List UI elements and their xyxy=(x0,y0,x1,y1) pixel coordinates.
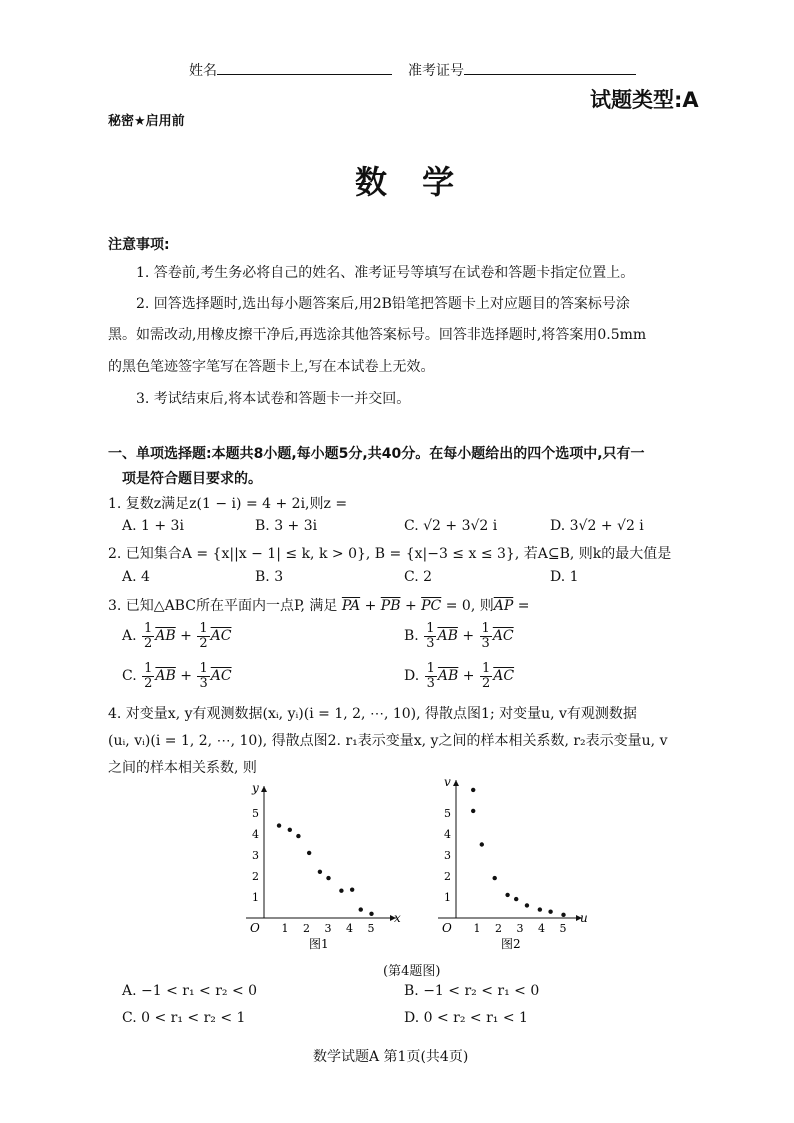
question-3-stem: 3. 已知△ABC所在平面内一点P, 满足 $\overline{PA} + \overline{PB} + \overline{PC} = 0$, 则$\overline{AP}$ = xyxy=(108,598,530,614)
question-1-stem: 1. 复数z满足z(1 − i) = 4 + 2i,则z = xyxy=(108,496,348,512)
note-item: 3. 考试结束后,将本试卷和答题卡一并交回。 xyxy=(136,391,411,407)
question-2-stem: 2. 已知集合A = {x||x − 1| ≤ k, k > 0}, B = {x|−3 ≤ x ≤ 3}, 若A⊆B, 则k的最大值是 xyxy=(108,546,672,562)
paper-type: 试题类型:A xyxy=(590,88,699,112)
q2-option-d[interactable]: D. 1 xyxy=(550,569,579,585)
q3-option-c[interactable]: C. $\frac{1}{2}$ $\overline{AB}$ + $\frac{1}{3}$ $\overline{AC}$ xyxy=(122,661,232,691)
question-4-stem-cont: 之间的样本相关系数, 则 xyxy=(108,760,257,776)
x-tick-label: 4 xyxy=(346,922,353,935)
data-point xyxy=(514,897,518,901)
q4-option-c[interactable]: C. 0 < r₁ < r₂ < 1 xyxy=(122,1010,246,1026)
note-item: 的黑色笔迹签字笔写在答题卡上,写在本试卷上无效。 xyxy=(108,359,435,375)
y-tick-label: 4 xyxy=(444,828,451,841)
y-tick-label: 1 xyxy=(444,891,451,904)
y-axis-arrow xyxy=(453,780,459,786)
figure-caption: (第4题图) xyxy=(383,964,441,979)
section-heading: 一、单项选择题:本题共8小题,每小题5分,共40分。在每小题给出的四个选项中,只有一 xyxy=(108,446,645,462)
scatter-plot-2 xyxy=(428,776,598,960)
data-point xyxy=(505,893,509,897)
note-item: 2. 回答选择题时,选出每小题答案后,用2B铅笔把答题卡上对应题目的答案标号涂 xyxy=(136,296,630,312)
q4-option-d[interactable]: D. 0 < r₂ < r₁ < 1 xyxy=(404,1010,528,1026)
data-point xyxy=(525,903,529,907)
sqrt-symbol: √ xyxy=(423,518,433,534)
x-tick-label: 2 xyxy=(303,922,310,935)
q3-option-a[interactable]: A. $\frac{1}{2}$ $\overline{AB}$ + $\frac{1}{2}$ $\overline{AC}$ xyxy=(122,621,232,651)
y-axis-label: v xyxy=(444,776,451,789)
sqrt-symbol: √ xyxy=(470,518,480,534)
exam-id-blank[interactable] xyxy=(464,60,636,75)
y-tick-label: 3 xyxy=(252,849,259,862)
question-4-stem: 4. 对变量x, y有观测数据(xᵢ, yᵢ)(i = 1, 2, ⋯, 10), 得散点图1; 对变量u, v有观测数据 xyxy=(108,706,637,722)
y-tick-label: 4 xyxy=(252,828,259,841)
x-tick-label: 3 xyxy=(324,922,332,935)
q1-option-b[interactable]: B. 3 + 3i xyxy=(255,518,318,534)
data-point xyxy=(538,907,542,911)
scatter-plot-1 xyxy=(240,780,410,960)
origin-label: O xyxy=(442,921,452,935)
data-point xyxy=(318,870,322,874)
exam-id-field[interactable] xyxy=(408,60,636,80)
section-heading-cont: 项是符合题目要求的。 xyxy=(122,471,262,487)
data-point xyxy=(339,889,343,893)
fraction: $\frac{1}{3}$ xyxy=(426,621,435,651)
q4-option-a[interactable]: A. −1 < r₁ < r₂ < 0 xyxy=(122,983,258,999)
x-tick-label: 4 xyxy=(538,922,545,935)
data-point xyxy=(561,913,565,917)
fraction: $\frac{1}{3}$ xyxy=(199,661,208,691)
sqrt-symbol: √ xyxy=(578,518,588,534)
data-point xyxy=(359,907,363,911)
y-tick-label: 5 xyxy=(252,807,259,820)
q2-option-c[interactable]: C. 2 xyxy=(404,569,433,585)
figure-title: 图2 xyxy=(501,937,521,951)
q2-option-b[interactable]: B. 3 xyxy=(255,569,284,585)
y-tick-label: 5 xyxy=(444,807,451,820)
x-tick-label: 1 xyxy=(281,922,289,935)
origin-label: O xyxy=(250,921,260,935)
q1-option-a[interactable]: A. 1 + 3i xyxy=(122,518,184,534)
y-tick-label: 2 xyxy=(444,870,451,883)
q2-option-a[interactable]: A. 4 xyxy=(122,569,150,585)
notes-heading: 注意事项: xyxy=(108,237,170,253)
q1-option-c[interactable]: C. √2 + 3√2 i xyxy=(404,518,498,534)
note-item: 黑。如需改动,用橡皮擦干净后,再选涂其他答案标号。回答非选择题时,将答案用0.5mm xyxy=(108,327,647,343)
x-tick-label: 5 xyxy=(559,922,567,935)
data-point xyxy=(471,788,475,792)
question-4-stem-cont: (uᵢ, vᵢ)(i = 1, 2, ⋯, 10), 得散点图2. r₁表示变量x, y之间的样本相关系数, r₂表示变量u, v xyxy=(108,733,668,749)
data-point xyxy=(369,912,373,916)
x-tick-label: 3 xyxy=(516,922,524,935)
x-axis-label: u xyxy=(580,911,588,925)
fraction: $\frac{1}{2}$ xyxy=(481,661,491,691)
data-point xyxy=(277,823,281,827)
data-point xyxy=(493,876,497,880)
data-point xyxy=(548,910,552,914)
figure-title: 图1 xyxy=(309,937,329,951)
x-tick-label: 1 xyxy=(473,922,481,935)
x-axis-label: x xyxy=(394,911,401,925)
data-point xyxy=(480,842,484,846)
data-point xyxy=(307,851,311,855)
data-point xyxy=(288,828,292,832)
fraction: $\frac{1}{2}$ xyxy=(144,661,153,691)
fraction: $\frac{1}{3}$ xyxy=(481,621,490,651)
fraction: $\frac{1}{3}$ xyxy=(426,661,435,691)
y-axis-label: y xyxy=(252,781,259,795)
data-point xyxy=(296,834,300,838)
data-point xyxy=(471,809,475,813)
q3-option-d[interactable]: D. $\frac{1}{3}$ $\overline{AB}$ + $\frac{1}{2}$ $\overline{AC}$ xyxy=(404,661,515,691)
data-point xyxy=(350,887,354,891)
y-tick-label: 1 xyxy=(252,891,259,904)
fraction: $\frac{1}{2}$ xyxy=(144,621,153,651)
data-point xyxy=(326,876,330,880)
secret-label: 秘密★启用前 xyxy=(108,114,185,129)
note-item: 1. 答卷前,考生务必将自己的姓名、准考证号等填写在试卷和答题卡指定位置上。 xyxy=(136,265,635,281)
name-blank[interactable] xyxy=(217,60,392,75)
exam-id-label: 准考证号 xyxy=(408,63,464,79)
q1-option-d[interactable]: D. 3√2 + √2 i xyxy=(550,518,644,534)
page-footer: 数学试题A 第1页(共4页) xyxy=(313,1049,469,1065)
y-axis-arrow xyxy=(261,786,267,792)
x-tick-label: 5 xyxy=(367,922,375,935)
x-tick-label: 2 xyxy=(495,922,502,935)
fraction: $\frac{1}{2}$ xyxy=(199,621,208,651)
name-field[interactable] xyxy=(189,60,392,80)
q3-option-b[interactable]: B. $\frac{1}{3}$ $\overline{AB}$ + $\frac{1}{3}$ $\overline{AC}$ xyxy=(404,621,514,651)
y-tick-label: 3 xyxy=(444,849,451,862)
y-tick-label: 2 xyxy=(252,870,259,883)
name-label: 姓名 xyxy=(189,63,217,79)
page-title: 数 学 xyxy=(355,163,467,201)
sqrt-symbol: √ xyxy=(617,518,626,534)
q4-option-b[interactable]: B. −1 < r₂ < r₁ < 0 xyxy=(404,983,540,999)
